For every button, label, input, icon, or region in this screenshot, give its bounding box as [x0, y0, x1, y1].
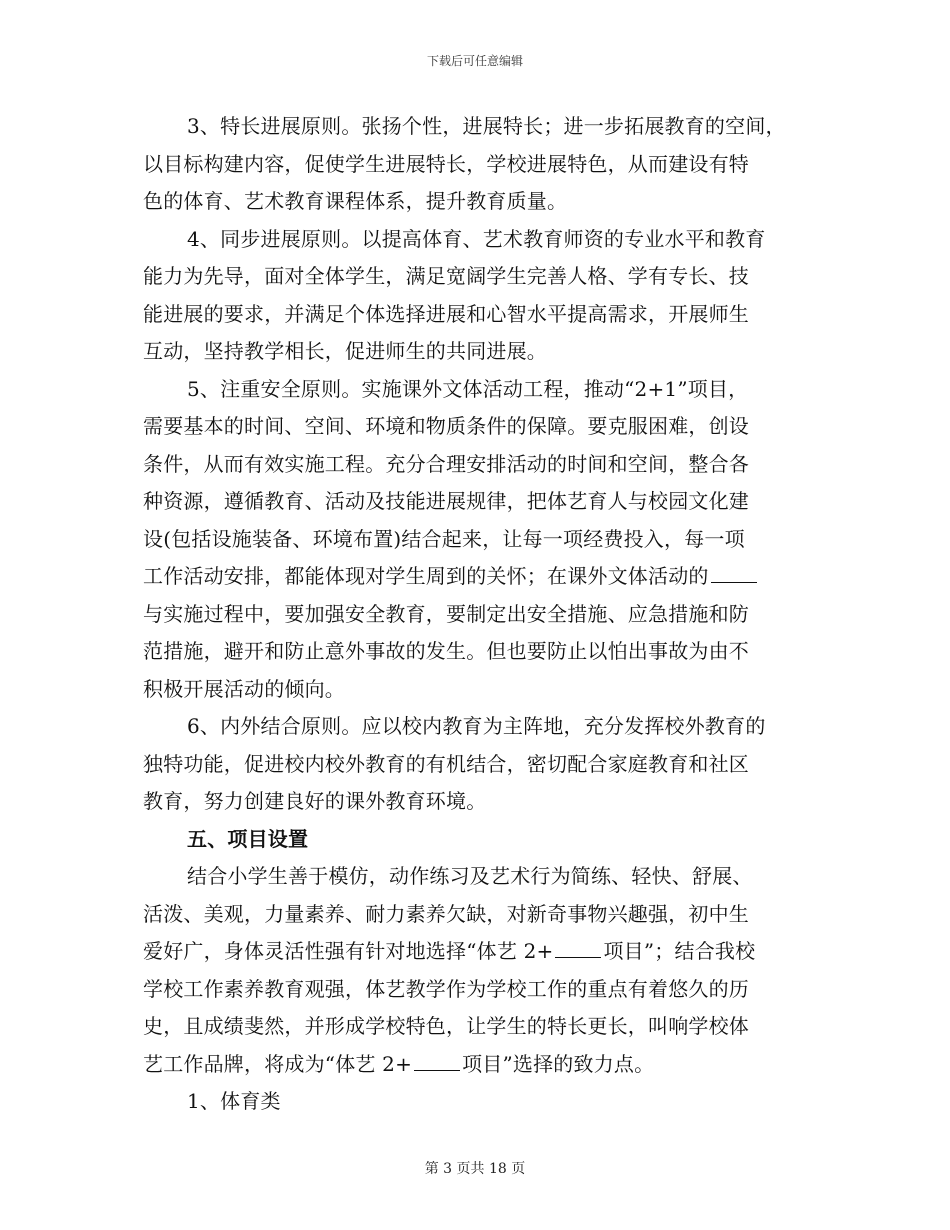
subsection-heading: 1、体育类 — [187, 1089, 281, 1113]
paragraph-line — [143, 1046, 808, 1084]
section-heading: 五、项目设置 — [187, 826, 309, 851]
paragraph-line: 6、内外结合原则。应以校内教育为主阵地，充分发挥校外教育的 — [187, 714, 766, 738]
line-text: 项目”；结合我校 — [603, 939, 756, 963]
paragraph-line: 独特功能，促进校内校外教育的有机结合，密切配合家庭教育和社区 — [143, 751, 749, 776]
paragraph-line: 种资源，遵循教育、活动及技能进展规律，把体艺育人与校园文化建 — [143, 489, 749, 513]
paragraph-line: 积极开展活动的倾向。 — [143, 676, 345, 701]
paragraph-line: 4、同步进展原则。以提高体育、艺术教育师资的专业水平和教育 — [187, 226, 766, 251]
line-text: 项目”选择的致力点。 — [462, 1051, 655, 1076]
fill-blank — [555, 935, 601, 958]
paragraph-line: 范措施，避开和防止意外事故的发生。但也要防止以怕出事故为由不 — [143, 639, 749, 663]
paragraph-line: 设(包括设施装备、环境布置)结合起来，让每一项经费投入，每一项 — [143, 526, 745, 551]
fill-blank — [414, 1048, 460, 1071]
paragraph-line: 教育，努力创建良好的课外教育环境。 — [143, 789, 487, 813]
paragraph-line: 史，且成绩斐然，并形成学校特色，让学生的特长更长，叫响学校体 — [143, 1014, 749, 1038]
page-header: 下载后可任意编辑 — [426, 54, 523, 68]
paragraph-line: 互动，坚持教学相长，促进师生的共同进展。 — [143, 339, 547, 363]
paragraph-line: 与实施过程中，要加强安全教育，要制定出安全措施、应急措施和防 — [143, 601, 749, 626]
paragraph-line: 能力为先导，面对全体学生，满足宽阔学生完善人格、学有专长、技 — [143, 264, 749, 288]
document-body — [143, 108, 808, 1121]
paragraph-line: 能进展的要求，并满足个体选择进展和心智水平提高需求，开展师生 — [143, 301, 749, 326]
paragraph-line: 条件，从而有效实施工程。充分合理安排活动的时间和空间，整合各 — [143, 451, 749, 476]
paragraph-line: 需要基本的时间、空间、环境和物质条件的保障。要克服困难，创设 — [143, 414, 749, 438]
paragraph-line: 3、特长进展原则。张扬个性，进展特长；进一步拓展教育的空间， — [187, 114, 786, 138]
paragraph-line: 色的体育、艺术教育课程体系，提升教育质量。 — [143, 189, 568, 213]
paragraph-line: 5、注重安全原则。实施课外文体活动工程，推动“2+1”项目， — [187, 376, 749, 401]
paragraph-line: 学校工作素养教育观强，体艺教学作为学校工作的重点有着悠久的历 — [143, 976, 749, 1001]
paragraph-line — [143, 933, 808, 971]
line-text: 工作活动安排，都能体现对学生周到的关怀；在课外文体活动的 — [143, 564, 709, 588]
paragraph-line — [143, 558, 808, 596]
line-text: 爱好广，身体灵活性强有针对地选择“体艺 2+ — [143, 939, 554, 963]
paragraph-line: 以目标构建内容，促使学生进展特长，学校进展特色，从而建设有特 — [143, 151, 749, 176]
paragraph-line: 活泼、美观，力量素养、耐力素养欠缺，对新奇事物兴趣强，初中生 — [143, 901, 749, 926]
page-footer: 第 3 页共 18 页 — [424, 1161, 526, 1177]
line-text: 艺工作品牌，将成为“体艺 2+ — [143, 1051, 413, 1076]
fill-blank — [711, 560, 757, 583]
paragraph-line: 结合小学生善于模仿，动作练习及艺术行为简练、轻快、舒展、 — [187, 864, 753, 888]
